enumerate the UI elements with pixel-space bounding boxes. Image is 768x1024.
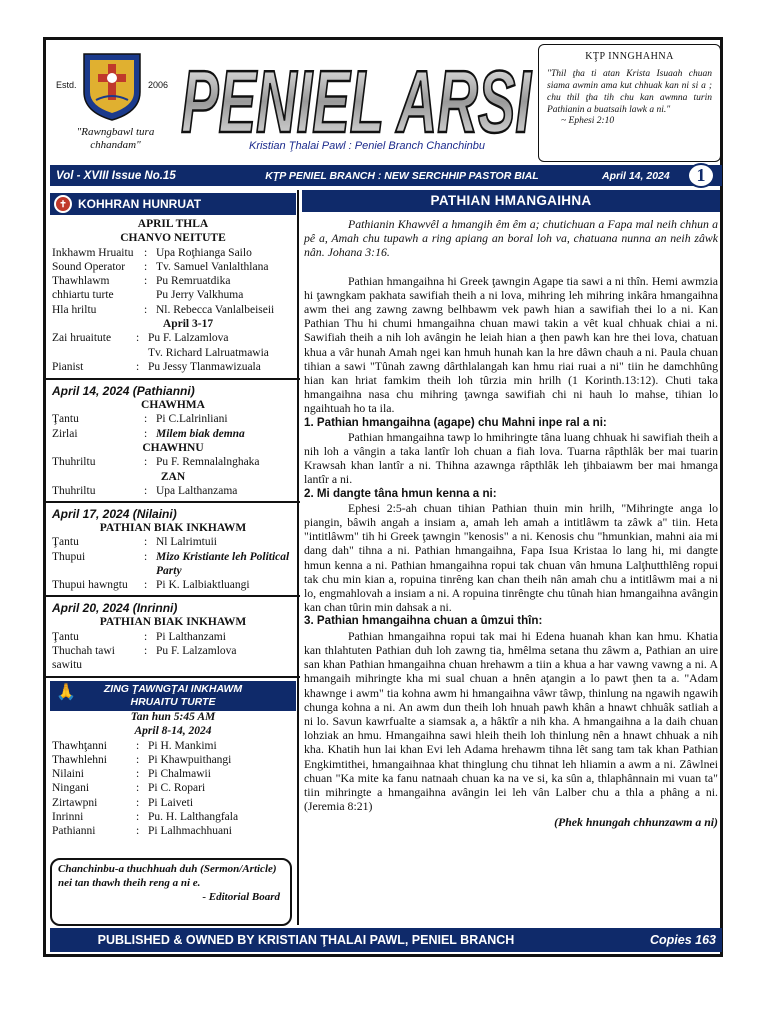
section-divider [46,595,300,597]
duty-name: Pu Jerry Valkhuma [156,289,244,302]
quote-reference: ~ Ephesi 2:10 [561,116,615,126]
duty-row [52,331,294,345]
prayer-day: Thawhţanni [52,739,107,752]
kohhran-duty-list [52,246,294,317]
prayer-leader: Pi Chalmawii [148,768,211,781]
prayer-row [52,739,294,753]
prayer-row [52,796,294,810]
april-range: April 3-17 [162,318,214,331]
prayer-day: Thawhlehni [52,753,107,766]
service-row [52,550,294,579]
service-role: Thuhriltu [52,456,96,469]
volume-issue: Vol - XVIII Issue No.15 [56,169,176,182]
estd-year: 2006 [148,80,169,90]
service-colon: : [144,536,148,549]
duty-colon [136,346,148,360]
duty-name: Nl. Rebecca Vanlalbeiseii [156,303,275,316]
ktp-logo-icon [78,48,146,122]
prayer-heading-line-2: HRUAITU TURTE [130,695,216,708]
quote-heading: KŢP INNGHAHNA [585,51,674,62]
prayer-row [52,781,294,795]
page-number: 1 [687,163,715,188]
duty-name: Pu Jessy Tlanmawizuala [148,360,261,373]
prayer-day: Inrinni [52,810,84,823]
copies-count: Copies 163 [649,933,716,947]
masthead-title [178,44,534,144]
prayer-header [50,681,296,711]
service-role: Thupui hawngtu [52,579,128,592]
prayer-range: April 8-14, 2024 [134,725,212,738]
duty-colon [144,288,156,302]
duty-row [52,274,294,288]
issue-band [50,165,722,186]
article-heading-1: 1. Pathian hmangaihna (agape) chu Mahni inpe ral a ni: [304,415,607,429]
prayer-colon: : [136,782,140,795]
prayer-row [52,810,294,824]
article-paragraph: Pathian hmangaihna hi Greek ţawngin Agape tia sawi a ni thîn. Hemi awmzia hi ţawngkam pakhata sawifiah theih a ni lova, mihring leh mihring inkâra hmangaihna awm thei ang zawng zawng belhbawm vek pawh hian a sawifiah thei lo a ni. Kan Pathian Thu hi chumi hmangaihna chuan mawi takin a vêt kual chhuak chiai a ni. Sawifiah theih a nih loh avângin he leiah hian a ţhen pawh kan hre thei lova, chatuan khua a vâr hunah Amah ngei kan hmuh hunah kan la hre dâwn chauh a ni. Paula chuan tihian a sawi "Tûnah zawng dârthlalangah kan hmu riai ruai a ni" tiin he damchhûng hian kan hriat famkim theih loh tûrzia min hrilh (1 Korinth.13:12). Chuti taka hmangaihna nasa chu mihring ţawnga sawifiah chi ni hauh lo mahse, tihian lo ngaihtuah ho ta ila. [304,273,718,416]
service-role: Zirlai [52,427,78,440]
article-heading-3: 3. Pathian hmangaihna chuan a ûmzui thîn: [304,614,543,628]
duty-row [52,346,294,360]
duty-role: Pianist [52,360,84,373]
service-block-title: PATHIAN BIAK INKHAWM [99,616,247,629]
prayer-leader: Pu. H. Lalthangfala [148,810,239,823]
service-block-title: CHAWHNU [142,441,204,454]
left-column [50,190,296,890]
service-person: Upa Lalthanzama [156,484,238,497]
prayer-row [52,753,294,767]
masthead-title-text: PENIEL ARSI [181,52,532,144]
prayer-row [52,824,294,838]
prayer-day: Pathianni [52,825,96,838]
editorial-sign: - Editorial Board [202,891,280,903]
service-role: Thupui [52,550,86,563]
kohhran-subheading-2: CHANVO NEITUTE [120,232,226,245]
duty-colon: : [144,275,148,288]
duty-colon: : [136,332,140,345]
article-body [302,217,720,830]
prayer-day: Ningani [52,782,90,795]
service-person: Pi C.Lalrinliani [156,413,228,426]
article-heading-2: 2. Mi dangte tâna hmun kenna a ni: [304,486,497,500]
duty-colon: : [144,303,148,316]
article-paragraph: Ephesi 2:5-ah chuan tihian Pathian thuin min hrilh, "Mihringte anga lo piangin, bâwih angah a insiam a, amah leh amah a intitlâwm ta zâwk a" tiin. Heta "intitlâwm" tih hi Greek ţawngin "kenosis" a ni. Kenosis chu "hmunkian, mahni aia mi dang dah" tihna a ni. Pathian hmangaihna, Fapa Isua Kristaa lo lang hi, mi dangte hmun kenna a ni. Pathian hmangaihna ropui tak chuan vân hmuna Lalţhutthlêng ropui tak chu min kian a, ropuina tinrêng kan chan theih nân amah chu a intitlâwm mai a ni lo, engmahlovah a insiam a ni. A ropuina tinrêngte chu tûnah hian hmangaihna avângin kan chan tûrin min dahsak a ni. [304,500,718,615]
service-colon: : [144,630,148,643]
prayer-day: Nilaini [52,768,84,781]
duty-name: Tv. Richard Lalruatmawia [148,346,269,359]
prayer-colon: : [136,810,140,823]
duty-role: chhiartu turte [52,289,114,302]
editorial-text: Chanchinbu-a thuchhuah duh (Sermon/Article) nei tan thawh theih reng a ni e. [58,863,277,889]
prayer-leader: Pi H. Mankimi [148,739,217,752]
prayer-colon: : [136,768,140,781]
service-date: April 17, 2024 (Nilaini) [52,506,177,521]
motto: "Rawngbawl tura chhandam" [76,126,155,151]
duty-row [52,303,294,317]
service-colon: : [144,579,148,592]
prayer-row [52,767,294,781]
service-colon: : [144,456,148,469]
prayer-heading-line-1: ZING ŢAWNGŢAI INKHAWM [103,682,243,695]
service-row [52,412,294,426]
services-list [50,384,296,673]
duty-name: Pu Remruatdika [156,275,231,288]
church-emblem-icon: ✝ [54,195,72,213]
service-person: Pu F. Remnalalnghaka [156,456,260,469]
service-role: Ţantu [52,413,79,426]
quote-text: "Thil ţha ti atan Krista Isuaah chuan siama awmin ama kut chhuak kan ni si a ; chu thil ţha tih chu kan awmna turin Pathianin a buatsaih lawk a ni." [547,69,712,115]
praying-hands-icon: 🙏 [56,683,76,701]
service-person: Pi K. Lalbiaktluangi [156,579,250,592]
publisher-line: PUBLISHED & OWNED BY KRISTIAN ŢHALAI PAWL, PENIEL BRANCH [97,933,515,947]
section-divider [46,501,300,503]
kohhran-section [50,215,296,374]
estd-label: Estd. [56,80,77,90]
article-title: PATHIAN HMANGAIHNA [302,190,720,212]
continued-note: (Phek hnungah chhunzawm a ni) [554,815,718,830]
prayer-colon: : [136,753,140,766]
service-row [52,427,294,441]
service-person: Milem biak demna [156,427,245,440]
duty-row [52,360,294,374]
quote-box [538,44,721,162]
duty-colon: : [144,246,148,259]
duty-name: Tv. Samuel Vanlalthlana [156,260,269,273]
duty-role: Inkhawm Hruaitu [52,246,134,259]
duty-row [52,260,294,274]
service-block-title: CHAWHMA [141,399,205,412]
kohhran-header [50,193,296,215]
service-row [52,644,294,673]
service-person: Pu F. Lalzamlova [156,644,237,657]
service-block-title: PATHIAN BIAK INKHAWM [99,521,247,534]
service-colon: : [144,550,148,563]
duty-role: Zai hruaitute [52,332,112,345]
prayer-section [50,710,296,839]
prayer-leader: Pi Lalhmachhuani [148,825,232,838]
article-column [302,190,720,925]
service-role: Ţantu [52,630,79,643]
service-row [52,455,294,469]
kohhran-heading: KOHHRAN HUNRUAT [78,197,202,211]
column-divider [297,190,299,925]
branch-label: KŢP PENIEL BRANCH : NEW SERCHHIP PASTOR BIAL [265,169,539,182]
service-row [52,484,294,498]
prayer-colon: : [136,796,140,809]
service-colon: : [144,427,148,440]
service-colon: : [144,484,148,497]
duty-colon: : [144,260,148,273]
prayer-leader: Pi Laiveti [148,796,194,809]
prayer-day: Zirtawpni [52,796,98,809]
service-person: Pi Lalthanzami [156,630,226,643]
service-date: April 14, 2024 (Pathianni) [52,383,195,398]
service-colon: : [144,413,148,426]
duty-role: Thawhlawm [52,275,110,288]
duty-colon: : [136,360,140,373]
service-role: Ţantu [52,536,79,549]
section-divider [46,676,300,678]
prayer-leader: Pi Khawpuithangi [148,753,232,766]
service-row [52,630,294,644]
duty-role [52,346,136,360]
masthead-subtitle: Kristian Ţhalai Pawl : Peniel Branch Chanchinbu [248,140,486,152]
zai-duty-list [52,331,294,374]
issue-date: April 14, 2024 [602,169,670,182]
service-row [52,535,294,549]
service-colon: : [144,644,148,657]
service-row [52,578,294,592]
service-person: Nl Lalrimtuii [156,536,218,549]
kohhran-subheading-1: APRIL THLA [137,218,209,230]
article-paragraph: Pathian hmangaihna tawp lo hmihringte tâna luang chhuak hi sawifiah theih a nih loh a vângin a taka lantîr loh chuan a fiah lova. Tuarna râpthlâk ber mai tuarin Krawsah khan lantîr a ni. Thihna azawnga râpthlâk leh ţihbaiawm ber mai hmanga lantîr a ni. [304,429,718,487]
duty-row [52,246,294,260]
prayer-colon: : [136,739,140,752]
article-intro: Pathianin Khawvêl a hmangih êm êm a; chutichuan a Fapa mal neih chhun a pê a, Amah chu tupawh a ring apiang an boral loh va, chatuana nunna an neih zâwk nân. Johana 3:16. [304,217,718,260]
service-date: April 20, 2024 (Inrinni) [52,600,178,615]
prayer-time: Tan hun 5:45 AM [130,710,216,723]
duty-row [52,288,294,302]
service-person: Mizo Kristiante leh Political Party [156,550,290,577]
service-role: Thuchah tawi sawitu [52,644,115,672]
prayer-colon: : [136,825,140,838]
duty-name: Pu F. Lalzamlova [148,332,229,345]
service-role: Thuhriltu [52,484,96,497]
section-divider [46,378,300,380]
duty-role: Sound Operator [52,260,126,273]
prayer-leader: Pi C. Ropari [148,782,206,795]
footer-band [50,928,722,952]
prayer-leader-list [52,739,294,839]
duty-role: Hla hriltu [52,303,97,316]
editorial-notice [50,858,292,926]
service-block-title: ZAN [160,470,186,483]
article-paragraph: Pathian hmangaihna ropui tak mai hi Edena huanah khan kan hmu. Khatia kan thlahtuten Pathian duh loh zawng tia, hmêlma setana thu zâwm a, Pathian an uire san khan Pathian hmangaihna chuan hrehawm a tiin a khua a har vawng vawng a ni. A hmangaih mihringte kha mi sual chuan a hnên aţangin a lo pawt ţhen ta a. "Adam khawnge i awm" tia kohna awm hi hmangaihna vâwr tâwp, thinlung na ngawih ngawih chunga kohna a ni. An awm dun theih loh hnuah pawh khân a hnawt chhuâk satliah a ni lo. Savun kawrfualte a siamsak a, a hâktîr a nih kha. A hmangaihna a la daih chuan lohziak an hmu. Hmangaihna sawi hleih theih loh thinlung nên a hnawt chhuak a nih kha. Khatih hun lai khan Evi leh Adama hrehawm tihna lêt sang tam tak khan Pathian Engkimtithei, hmangaihnaa khat thinglung chu tihnat leh hliamin a awm a ni. Zâwlnei chuan "Ka mite ka fanu natnaah chuan ka na ve si, ka sûn a, thlaphânnain mi vuan ta" tiin mihringte a hmangaihna avângin lei leh vân Lalber chu a thla a phâng a ni. (Jeremia 8:21) [304,628,718,814]
duty-name: Upa Roţhianga Sailo [156,246,252,259]
